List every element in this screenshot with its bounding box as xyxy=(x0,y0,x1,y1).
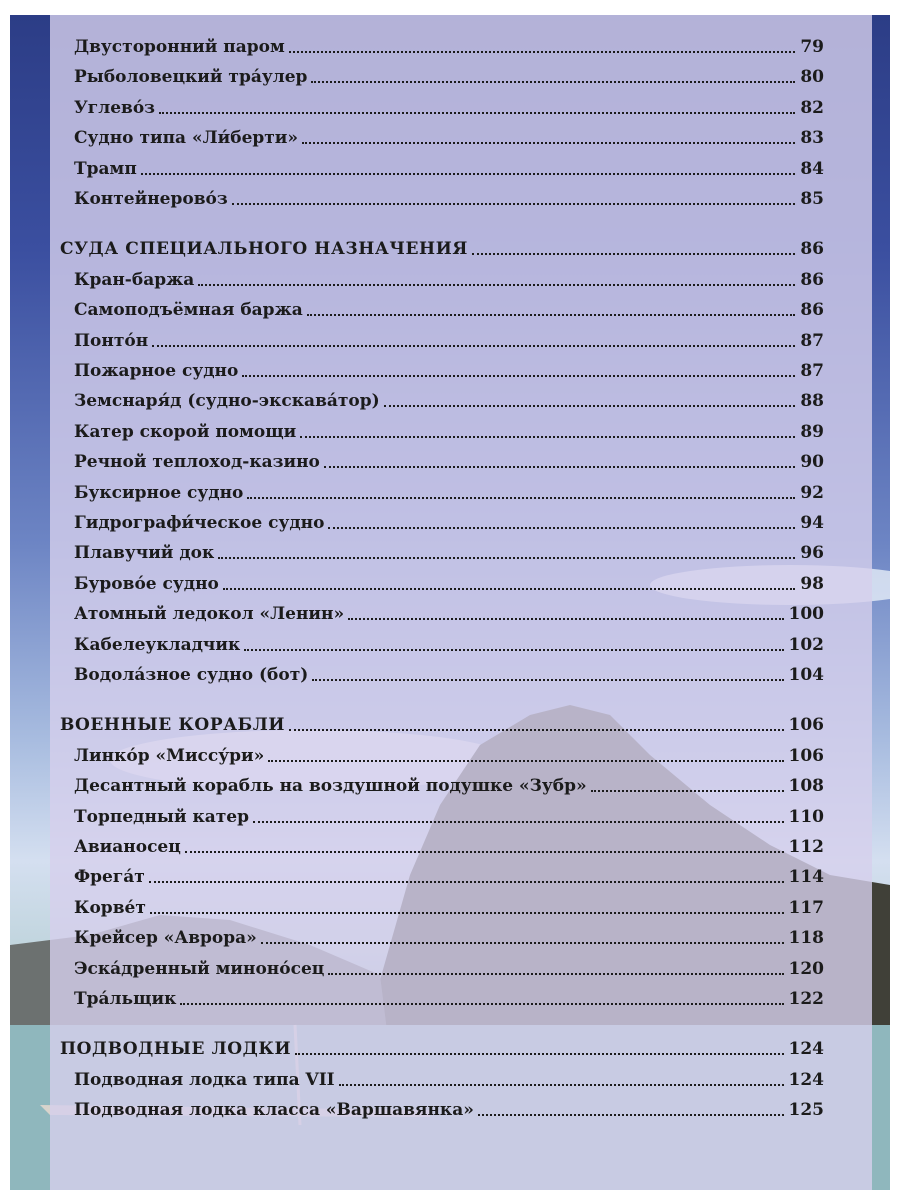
section-title: ПОДВОДНЫЕ ЛОДКИ xyxy=(60,1039,292,1059)
page-number: 86 xyxy=(800,239,824,259)
toc-entry xyxy=(50,569,872,599)
dot-leader xyxy=(328,954,784,984)
page-number: 87 xyxy=(800,331,824,351)
entry-title: Пожарное судно xyxy=(74,361,239,381)
book-page xyxy=(10,15,890,1190)
toc-entry xyxy=(50,478,872,508)
toc-entry xyxy=(50,32,872,62)
toc-entry xyxy=(50,326,872,356)
dot-leader xyxy=(384,386,795,416)
page-number: 84 xyxy=(800,159,824,179)
entry-title: Фрега́т xyxy=(74,867,145,887)
page-number: 106 xyxy=(788,715,824,735)
entry-title: Атомный ледокол «Ленин» xyxy=(74,604,345,624)
entry-title: Гидрографи́ческое судно xyxy=(74,513,325,533)
dot-leader xyxy=(223,569,795,599)
page-number: 92 xyxy=(800,483,824,503)
entry-title: Углево́з xyxy=(74,98,156,118)
entry-title: Рыболовецкий тра́улер xyxy=(74,67,308,87)
toc-entry xyxy=(50,356,872,386)
page-number: 86 xyxy=(800,300,824,320)
page-number: 98 xyxy=(800,574,824,594)
entry-title: Двусторонний паром xyxy=(74,37,285,57)
toc-entry xyxy=(50,984,872,1014)
toc-entry xyxy=(50,184,872,214)
entry-title: Речной теплоход-казино xyxy=(74,452,320,472)
page-number: 125 xyxy=(788,1100,824,1120)
toc-entry xyxy=(50,1065,872,1095)
page-number: 102 xyxy=(788,635,824,655)
page-number: 83 xyxy=(800,128,824,148)
toc-entry xyxy=(50,599,872,629)
entry-title: Эска́дренный миноно́сец xyxy=(74,959,325,979)
toc-entry xyxy=(50,538,872,568)
dot-leader xyxy=(339,1065,784,1095)
toc-entry xyxy=(50,417,872,447)
dot-leader xyxy=(348,599,784,629)
dot-leader xyxy=(149,862,784,892)
page-number: 118 xyxy=(788,928,824,948)
entry-title: Плавучий док xyxy=(74,543,215,563)
dot-leader xyxy=(328,508,795,538)
dot-leader xyxy=(302,123,795,153)
section-title: СУДА СПЕЦИАЛЬНОГО НАЗНАЧЕНИЯ xyxy=(60,239,468,259)
entry-title: Водола́зное судно (бот) xyxy=(74,665,309,685)
table-of-contents xyxy=(50,15,872,1190)
section-title: ВОЕННЫЕ КОРАБЛИ xyxy=(60,715,286,735)
dot-leader xyxy=(478,1095,784,1125)
toc-section-heading xyxy=(50,234,872,264)
toc-section-heading xyxy=(50,710,872,740)
dot-leader xyxy=(232,184,795,214)
page-number: 87 xyxy=(800,361,824,381)
page-number: 117 xyxy=(788,898,824,918)
page-number: 106 xyxy=(788,746,824,766)
dot-leader xyxy=(244,630,784,660)
dot-leader xyxy=(218,538,795,568)
page-number: 120 xyxy=(788,959,824,979)
toc-section-heading xyxy=(50,1034,872,1064)
page-number: 114 xyxy=(788,867,824,887)
dot-leader xyxy=(268,741,784,771)
dot-leader xyxy=(295,1034,784,1064)
dot-leader xyxy=(242,356,795,386)
dot-leader xyxy=(312,660,784,690)
page-number: 110 xyxy=(788,807,824,827)
toc-entry xyxy=(50,62,872,92)
dot-leader xyxy=(300,417,795,447)
toc-entry xyxy=(50,771,872,801)
page-number: 79 xyxy=(800,37,824,57)
toc-entry xyxy=(50,862,872,892)
page-number: 90 xyxy=(800,452,824,472)
dot-leader xyxy=(185,832,784,862)
entry-title: Десантный корабль на воздушной подушке «Зубр» xyxy=(74,776,587,796)
toc-entry xyxy=(50,93,872,123)
dot-leader xyxy=(159,93,795,123)
page-number: 124 xyxy=(788,1039,824,1059)
page-number: 124 xyxy=(788,1070,824,1090)
toc-entry xyxy=(50,508,872,538)
entry-title: Катер скорой помощи xyxy=(74,422,297,442)
entry-title: Тра́льщик xyxy=(74,989,177,1009)
toc-entry xyxy=(50,447,872,477)
entry-title: Трамп xyxy=(74,159,137,179)
dot-leader xyxy=(324,447,795,477)
page-number: 82 xyxy=(800,98,824,118)
entry-title: Подводная лодка типа VII xyxy=(74,1070,335,1090)
page-number: 100 xyxy=(788,604,824,624)
dot-leader xyxy=(247,478,795,508)
entry-title: Торпедный катер xyxy=(74,807,250,827)
dot-leader xyxy=(289,710,784,740)
dot-leader xyxy=(261,923,784,953)
entry-title: Земснаря́д (судно-экскава́тор) xyxy=(74,391,380,411)
page-number: 112 xyxy=(788,837,824,857)
toc-entry xyxy=(50,954,872,984)
entry-title: Авианосец xyxy=(74,837,181,857)
toc-entry xyxy=(50,265,872,295)
toc-entry xyxy=(50,386,872,416)
dot-leader xyxy=(591,771,784,801)
toc-entry xyxy=(50,832,872,862)
entry-title: Подводная лодка класса «Варшавянка» xyxy=(74,1100,474,1120)
entry-title: Кабелеукладчик xyxy=(74,635,241,655)
entry-title: Самоподъёмная баржа xyxy=(74,300,303,320)
dot-leader xyxy=(289,32,795,62)
page-number: 85 xyxy=(800,189,824,209)
toc-entry xyxy=(50,295,872,325)
toc-entry xyxy=(50,630,872,660)
page-number: 86 xyxy=(800,270,824,290)
page-number: 80 xyxy=(800,67,824,87)
dot-leader xyxy=(198,265,795,295)
dot-leader xyxy=(152,326,795,356)
toc-entry xyxy=(50,1095,872,1125)
page-number: 122 xyxy=(788,989,824,1009)
dot-leader xyxy=(180,984,784,1014)
entry-title: Кран-баржа xyxy=(74,270,195,290)
entry-title: Линко́р «Миссу́ри» xyxy=(74,746,265,766)
entry-title: Буксирное судно xyxy=(74,483,244,503)
entry-title: Корве́т xyxy=(74,898,146,918)
entry-title: Крейсер «Аврора» xyxy=(74,928,257,948)
toc-entry xyxy=(50,893,872,923)
toc-entry xyxy=(50,660,872,690)
toc-entry xyxy=(50,741,872,771)
dot-leader xyxy=(150,893,784,923)
entry-title: Бурово́е судно xyxy=(74,574,219,594)
dot-leader xyxy=(311,62,795,92)
page-number: 88 xyxy=(800,391,824,411)
dot-leader xyxy=(253,802,784,832)
page-number: 89 xyxy=(800,422,824,442)
toc-entry xyxy=(50,802,872,832)
toc-entry xyxy=(50,154,872,184)
dot-leader xyxy=(307,295,795,325)
page-number: 104 xyxy=(788,665,824,685)
entry-title: Судно типа «Ли́берти» xyxy=(74,128,299,148)
page-number: 96 xyxy=(800,543,824,563)
page-number: 94 xyxy=(800,513,824,533)
dot-leader xyxy=(472,234,795,264)
toc-entry xyxy=(50,923,872,953)
dot-leader xyxy=(141,154,795,184)
entry-title: Контейнерово́з xyxy=(74,189,228,209)
page-number: 108 xyxy=(788,776,824,796)
entry-title: Понто́н xyxy=(74,331,149,351)
toc-entry xyxy=(50,123,872,153)
